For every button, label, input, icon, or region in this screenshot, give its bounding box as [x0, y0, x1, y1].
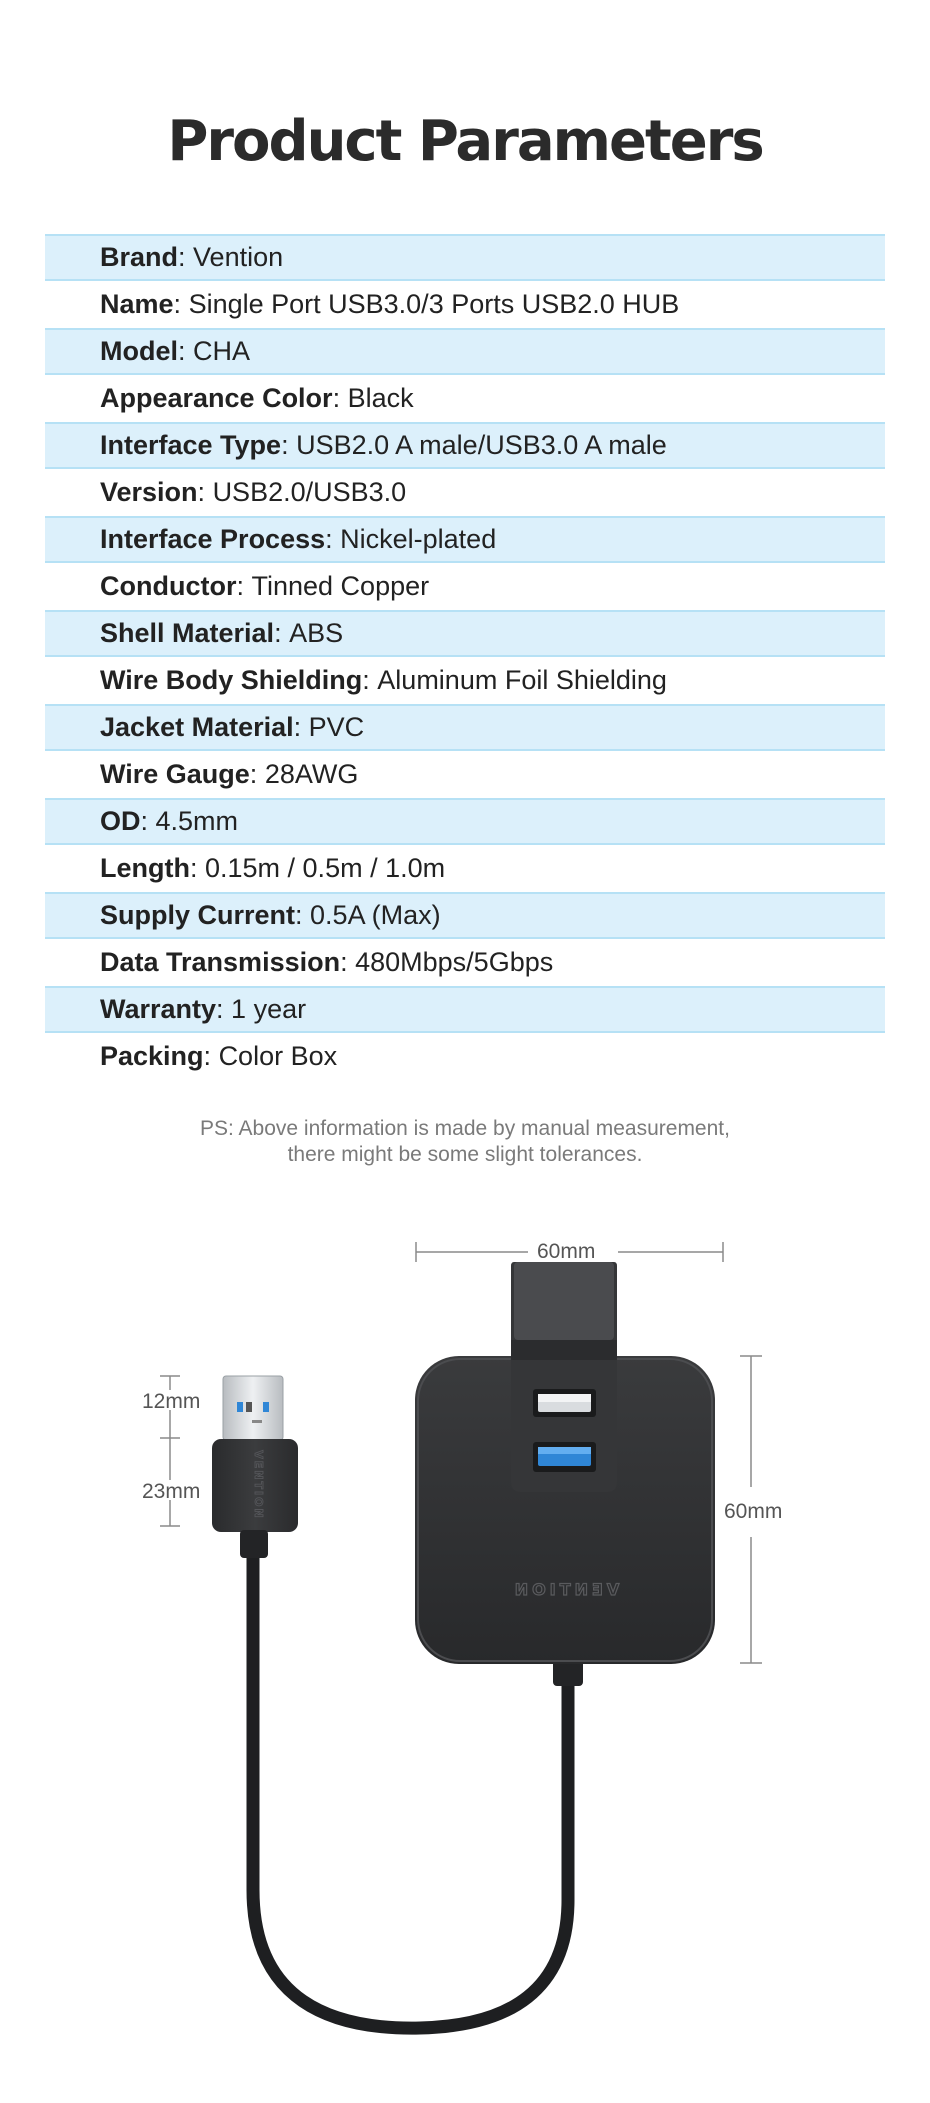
param-value: 0.15m / 0.5m / 1.0m	[205, 853, 446, 883]
param-row-packing: Packing : Color Box	[100, 1041, 338, 1071]
measurement-note	[0, 1116, 930, 1168]
param-key: Name	[100, 289, 174, 319]
product-dimension-figure	[0, 1200, 930, 2103]
parameters-table	[45, 234, 885, 1080]
param-row-supply-current: Supply Current : 0.5A (Max)	[45, 892, 885, 939]
hub-brand-mark: VENTION	[510, 1580, 620, 1599]
param-value: 0.5A (Max)	[310, 900, 441, 930]
usb3-port	[533, 1442, 596, 1472]
hub-width-label: 60mm	[537, 1240, 596, 1263]
param-key: Interface Process	[100, 524, 326, 554]
param-key: Data Transmission	[100, 947, 341, 977]
product-drawing	[0, 1200, 930, 2103]
hub-height-label: 60mm	[724, 1500, 783, 1523]
param-key: Brand	[100, 242, 179, 272]
param-row-od: OD : 4.5mm	[45, 798, 885, 845]
param-key: Length	[100, 853, 190, 883]
param-key: Shell Material	[100, 618, 275, 648]
note-line-1: PS: Above information is made by manual measurement,	[200, 1117, 730, 1140]
param-key: Model	[100, 336, 178, 366]
param-row-conductor: Conductor : Tinned Copper	[100, 571, 430, 601]
param-value: CHA	[193, 336, 251, 366]
param-value: Single Port USB3.0/3 Ports USB2.0 HUB	[188, 289, 680, 319]
param-row-brand: Brand : Vention	[45, 234, 885, 281]
param-key: Packing	[100, 1041, 204, 1071]
param-value: Color Box	[218, 1041, 338, 1071]
param-value: Vention	[193, 242, 284, 272]
param-value: 28AWG	[264, 759, 359, 789]
param-key: Wire Gauge	[100, 759, 250, 789]
param-row-interface-process: Interface Process : Nickel-plated	[45, 516, 885, 563]
param-key: Warranty	[100, 994, 217, 1024]
param-value: 4.5mm	[155, 806, 239, 836]
plug-body-label: 23mm	[142, 1480, 201, 1503]
param-value: USB2.0/USB3.0	[212, 477, 407, 507]
param-row-appearance-color: Appearance Color : Black	[100, 383, 414, 413]
plug-brand-mark: VENTION	[252, 1450, 265, 1520]
usb-plug-metal	[223, 1376, 283, 1440]
param-row-model: Model : CHA	[45, 328, 885, 375]
page-title: Product Parameters	[167, 109, 763, 174]
param-key: Supply Current	[100, 900, 296, 930]
param-row-length: Length : 0.15m / 0.5m / 1.0m	[100, 853, 446, 883]
param-value: PVC	[308, 712, 365, 742]
param-row-wire-gauge: Wire Gauge : 28AWG	[100, 759, 359, 789]
param-key: Jacket Material	[100, 712, 294, 742]
plug-strain-relief	[240, 1530, 268, 1558]
param-value: Aluminum Foil Shielding	[377, 665, 667, 695]
param-row-warranty: Warranty : 1 year	[45, 986, 885, 1033]
param-value: Nickel-plated	[340, 524, 497, 554]
param-key: Interface Type	[100, 430, 282, 460]
param-value: Tinned Copper	[251, 571, 430, 601]
param-row-name: Name : Single Port USB3.0/3 Ports USB2.0 HUB	[100, 289, 680, 319]
param-value: USB2.0 A male/USB3.0 A male	[296, 430, 667, 460]
plug-metal-label: 12mm	[142, 1390, 201, 1413]
param-row-wire-body-shielding: Wire Body Shielding : Aluminum Foil Shielding	[100, 665, 667, 695]
param-row-jacket-material: Jacket Material : PVC	[45, 704, 885, 751]
param-value: 1 year	[231, 994, 307, 1024]
usb2-port	[533, 1389, 596, 1417]
param-row-shell-material: Shell Material : ABS	[45, 610, 885, 657]
param-value: 480Mbps/5Gbps	[355, 947, 554, 977]
note-line-2: there might be some slight tolerances.	[287, 1143, 643, 1166]
param-key: Version	[100, 477, 198, 507]
param-value: ABS	[289, 618, 344, 648]
param-value: Black	[347, 383, 414, 413]
param-key: OD	[100, 806, 141, 836]
param-key: Wire Body Shielding	[100, 665, 363, 695]
param-row-version: Version : USB2.0/USB3.0	[100, 477, 407, 507]
param-key: Conductor	[100, 571, 237, 601]
param-key: Appearance Color	[100, 383, 333, 413]
param-row-data-transmission: Data Transmission : 480Mbps/5Gbps	[100, 947, 554, 977]
param-row-interface-type: Interface Type : USB2.0 A male/USB3.0 A male	[45, 422, 885, 469]
